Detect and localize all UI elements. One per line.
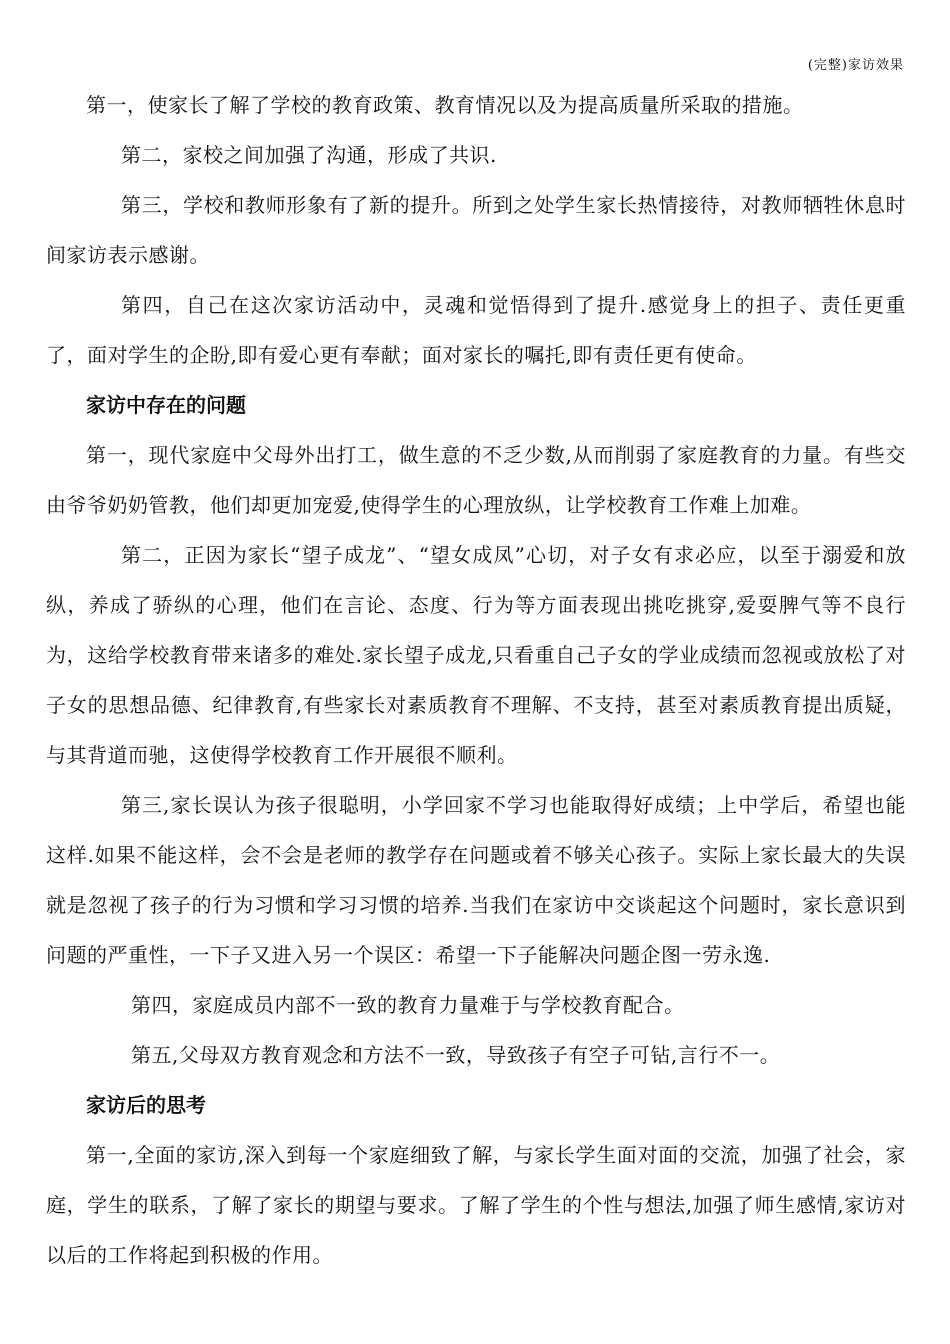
paragraph-effect-4: 第四，自己在这次家访活动中，灵魂和觉悟得到了提升.感觉身上的担子、责任更重了，面对学生的企盼,即有爱心更有奉献；面对家长的嘱托,即有责任更有使命。 — [46, 293, 906, 367]
section-heading-problems: 家访中存在的问题 — [86, 393, 246, 417]
paragraph-problem-3: 第三,家长误认为孩子很聪明，小学回家不学习也能取得好成绩；上中学后，希望也能这样.如果不能这样，会不会是老师的教学存在问题或着不够关心孩子。实际上家长最大的失误就是忽视了孩子的行为习惯和学习习惯的培养.当我们在家访中交谈起这个问题时，家长意识到问题的严重性，一下子又进入另一个误区：希望一下子能解决问题企图一劳永逸. — [46, 793, 906, 967]
paragraph-effect-3: 第三，学校和教师形象有了新的提升。所到之处学生家长热情接待，对教师牺牲休息时间家访表示感谢。 — [46, 193, 906, 267]
document-body — [46, 80, 906, 1280]
paragraph-problem-5: 第五,父母双方教育观念和方法不一致，导致孩子有空子可钻,言行不一。 — [131, 1043, 781, 1067]
paragraph-problem-1: 第一，现代家庭中父母外出打工，做生意的不乏少数,从而削弱了家庭教育的力量。有些交由爷爷奶奶管教，他们却更加宠爱,使得学生的心理放纵，让学校教育工作难上加难。 — [46, 443, 906, 517]
paragraph-problem-4: 第四，家庭成员内部不一致的教育力量难于与学校教育配合。 — [131, 993, 685, 1017]
paragraph-problem-2: 第二，正因为家长“望子成龙”、“望女成凤”心切，对子女有求必应，以至于溺爱和放纵，养成了骄纵的心理，他们在言论、态度、行为等方面表现出挑吃挑穿,爱耍脾气等不良行为，这给学校教育带来诸多的难处.家长望子成龙,只看重自己子女的学业成绩而忽视或放松了对子女的思想品德、纪律教育,有些家长对素质教育不理解、不支持，甚至对素质教育提出质疑，与其背道而驰，这使得学校教育工作开展很不顺利。 — [46, 543, 906, 767]
paragraph-effect-2: 第二，家校之间加强了沟通，形成了共识. — [121, 143, 497, 167]
paragraph-reflection-1: 第一,全面的家访,深入到每一个家庭细致了解，与家长学生面对面的交流，加强了社会，家庭，学生的联系，了解了家长的期望与要求。了解了学生的个性与想法,加强了师生感情,家访对以后的工作将起到积极的作用。 — [46, 1143, 906, 1267]
section-heading-reflections: 家访后的思考 — [86, 1093, 206, 1117]
document-header: (完整)家访效果 — [807, 58, 904, 73]
paragraph-effect-1: 第一，使家长了解了学校的教育政策、教育情况以及为提高质量所采取的措施。 — [86, 93, 804, 117]
